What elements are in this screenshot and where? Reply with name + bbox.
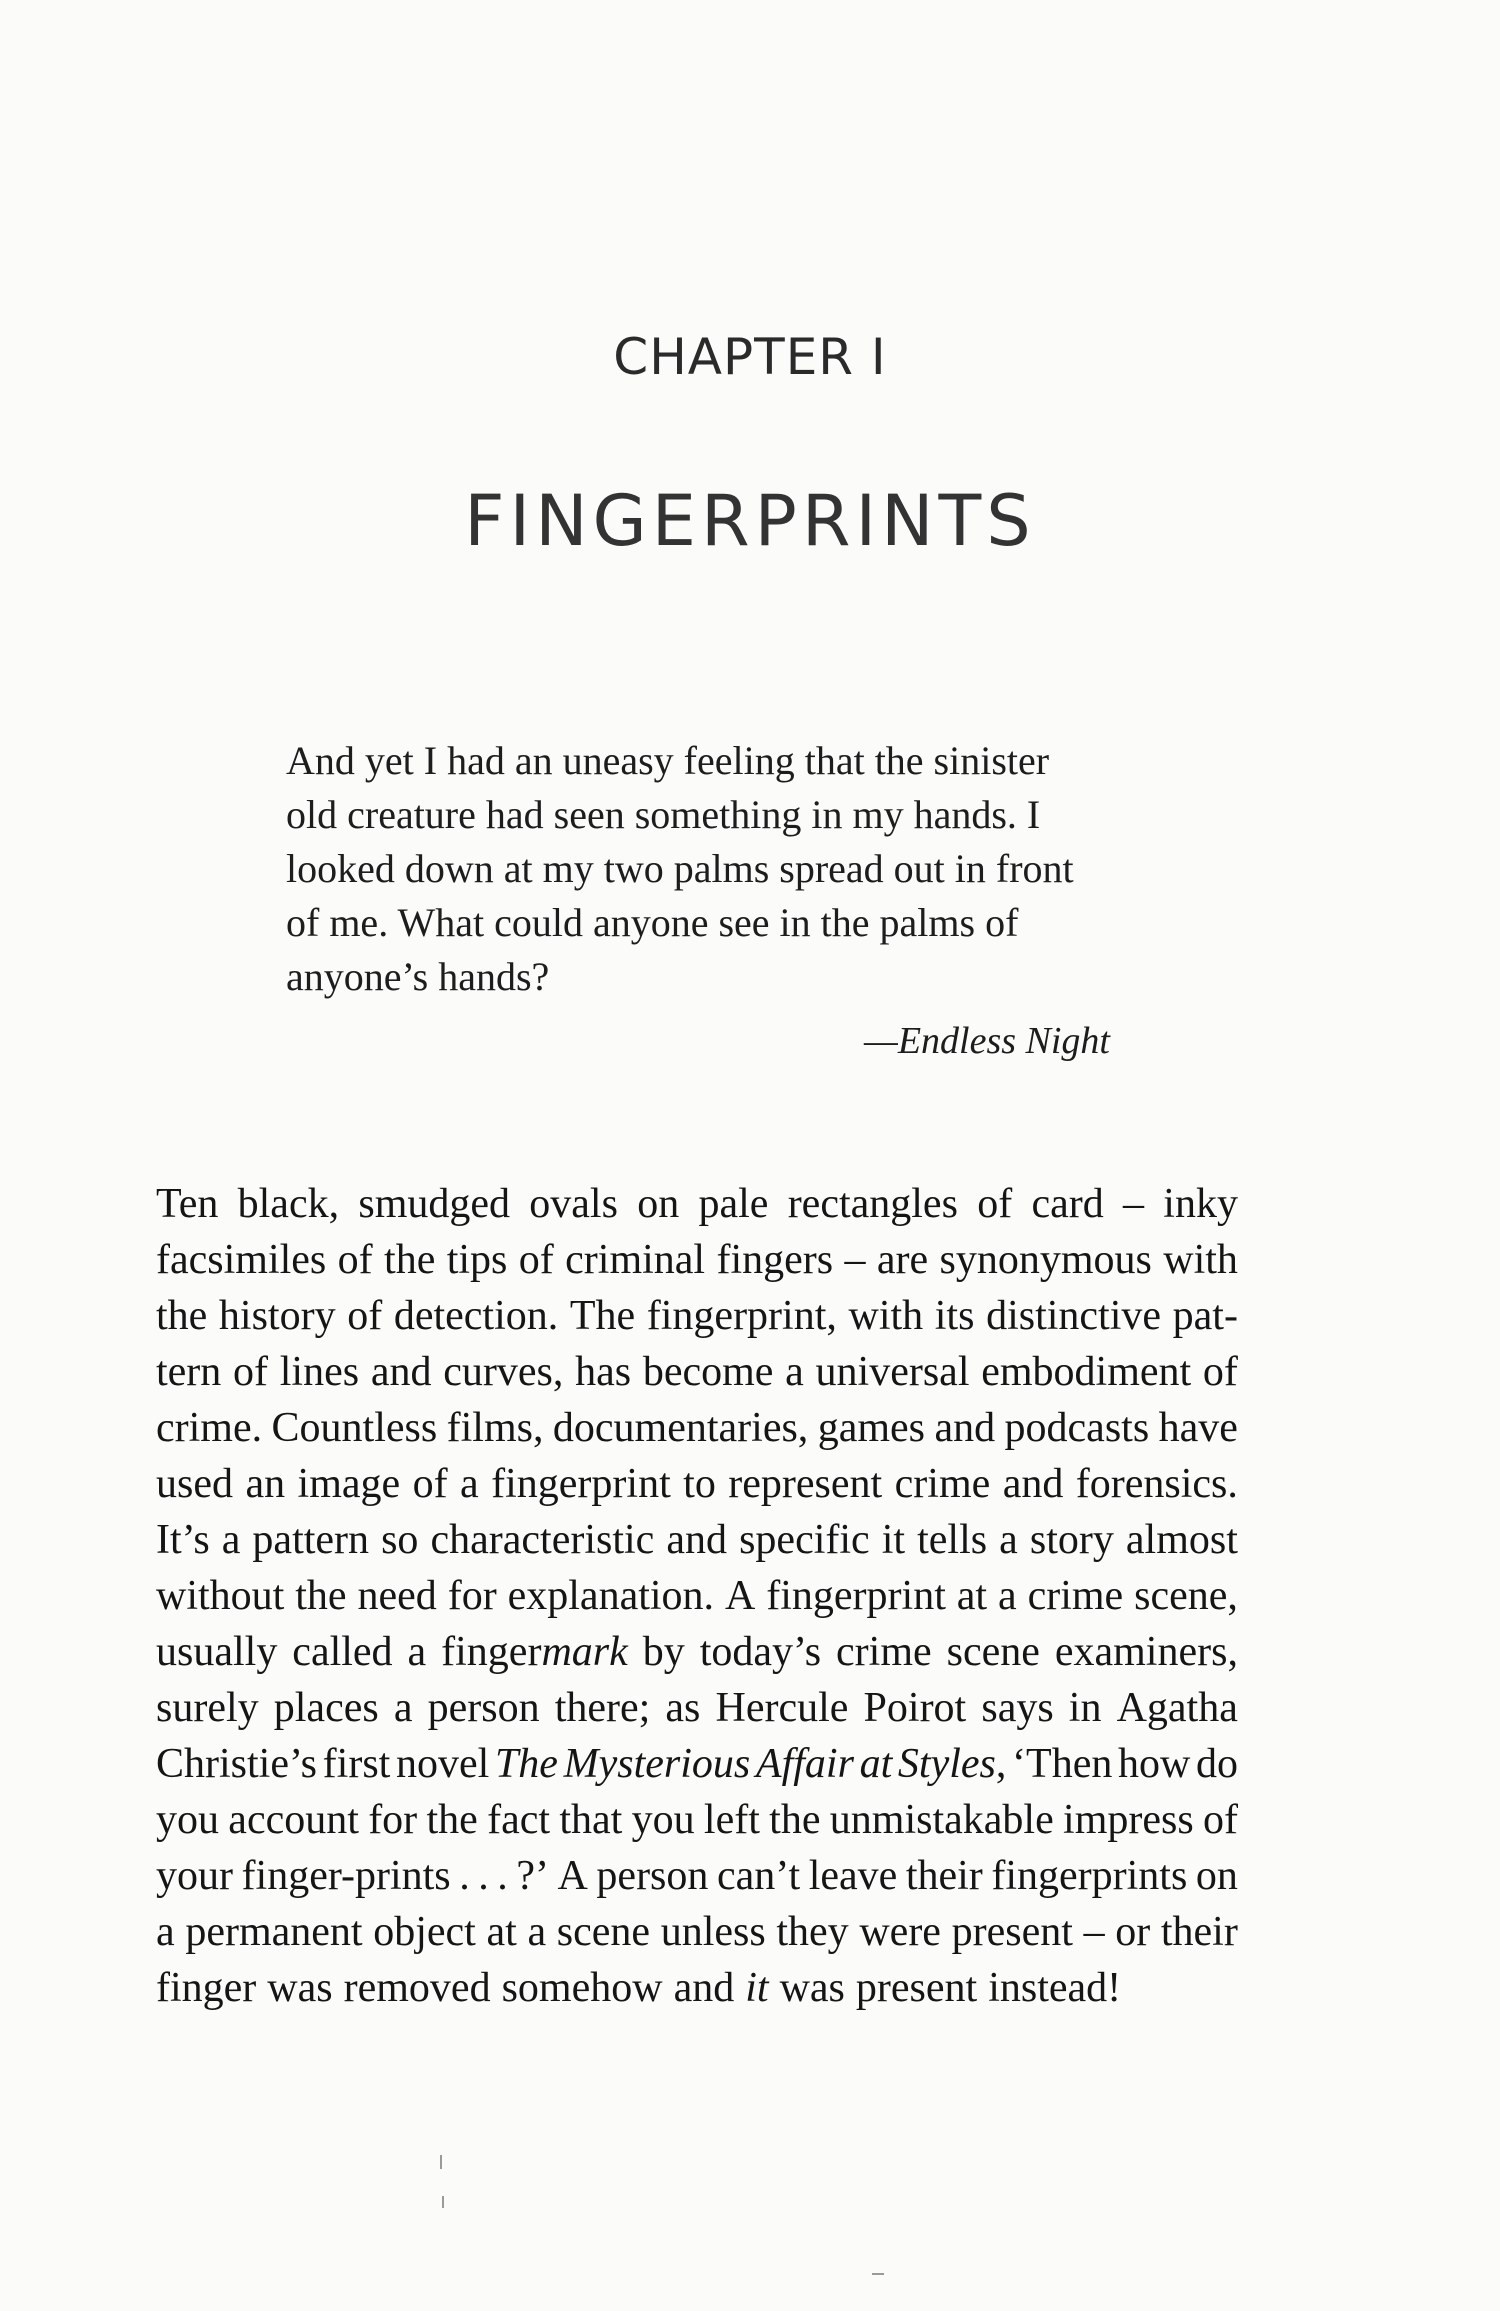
word: how (1118, 1741, 1191, 1787)
word: embodiment (981, 1349, 1192, 1395)
word: first (322, 1741, 391, 1787)
word: left (703, 1797, 760, 1843)
body-line (156, 1736, 1238, 1792)
word: facsimiles (156, 1237, 327, 1283)
word: Affair (755, 1741, 854, 1787)
word: somehow (501, 1965, 663, 2011)
body-line (156, 1904, 1238, 1960)
word: specific (739, 1517, 870, 1563)
word: there; (554, 1685, 651, 1731)
word: podcasts (1004, 1405, 1150, 1451)
word: fingerprint (766, 1573, 946, 1619)
word: in (1068, 1685, 1102, 1731)
word: and (1002, 1461, 1064, 1507)
word: a (407, 1629, 427, 1675)
word: and (673, 1965, 735, 2011)
word: card (1031, 1181, 1104, 1227)
epigraph-line: And yet I had an uneasy feeling that the sinister (286, 738, 1050, 783)
word: usually (156, 1629, 278, 1675)
word: the (384, 1237, 436, 1283)
word: with (848, 1293, 924, 1339)
word: the (156, 1293, 208, 1339)
word: Styles, (897, 1741, 1007, 1787)
body-line (156, 1176, 1238, 1232)
word: Countless (271, 1405, 438, 1451)
word: it (745, 1965, 769, 2011)
word: at (859, 1741, 893, 1787)
word: that (559, 1797, 623, 1843)
body-line (156, 1400, 1238, 1456)
word: Christie’s (156, 1741, 318, 1787)
word: impress (1063, 1797, 1194, 1843)
word: to (683, 1461, 716, 1507)
word: characteristic (430, 1517, 655, 1563)
body-line (156, 1232, 1238, 1288)
word: documentaries, (552, 1405, 809, 1451)
body-line (156, 1624, 1238, 1680)
word: of (977, 1181, 1013, 1227)
word: without (156, 1573, 285, 1619)
word: their (1160, 1909, 1238, 1955)
word: at (486, 1909, 517, 1955)
word: a (460, 1461, 479, 1507)
word: so (381, 1517, 419, 1563)
body-line (156, 1512, 1238, 1568)
word: story (1029, 1517, 1114, 1563)
word: fingerprints (991, 1853, 1188, 1899)
word: and (370, 1349, 432, 1395)
word: scene (946, 1629, 1040, 1675)
word: the (295, 1573, 347, 1619)
word: of (412, 1461, 448, 1507)
body-line (156, 1456, 1238, 1512)
word: crime. (156, 1405, 263, 1451)
word: of (347, 1293, 383, 1339)
word: and (934, 1405, 996, 1451)
word: surely (156, 1685, 259, 1731)
word: games (817, 1405, 926, 1451)
word: detection. (393, 1293, 559, 1339)
word: almost (1125, 1517, 1238, 1563)
word: become (642, 1349, 774, 1395)
word: tern (156, 1349, 222, 1395)
word: image (297, 1461, 401, 1507)
word: the (769, 1797, 821, 1843)
word: a (393, 1685, 413, 1731)
word: unless (660, 1909, 766, 1955)
word: were (859, 1909, 941, 1955)
word: it (881, 1517, 906, 1563)
word: are (876, 1237, 929, 1283)
scan-mark (872, 2273, 884, 2275)
word: fact (487, 1797, 551, 1843)
word: used (156, 1461, 233, 1507)
word: crime (894, 1461, 991, 1507)
word: as (665, 1685, 701, 1731)
word: by (642, 1629, 685, 1675)
word: on (637, 1181, 680, 1227)
word: called (292, 1629, 393, 1675)
epigraph-line: old creature had seen something in my hands. I (286, 792, 1041, 837)
word: account (228, 1797, 359, 1843)
word: person (427, 1685, 540, 1731)
word: its (934, 1293, 975, 1339)
body-line (156, 1568, 1238, 1624)
word: for (447, 1573, 497, 1619)
word: a (156, 1909, 175, 1955)
word: rectangles (787, 1181, 958, 1227)
body-paragraph (156, 1176, 1238, 2016)
scan-mark (442, 2196, 444, 2208)
word: of (518, 1237, 554, 1283)
word: ‘Then (1012, 1741, 1113, 1787)
word: – (1123, 1181, 1145, 1227)
word: smudged (358, 1181, 511, 1227)
word: was (779, 1965, 845, 2011)
word: crime (836, 1629, 932, 1675)
word: fingerprint (491, 1461, 671, 1507)
word: curves, (443, 1349, 564, 1395)
word: at (956, 1573, 988, 1619)
word: pat- (1172, 1293, 1238, 1339)
chapter-title: FINGERPRINTS (464, 480, 1036, 562)
word: a (998, 1573, 1017, 1619)
word: ?’ (516, 1853, 549, 1899)
word: It’s (156, 1517, 210, 1563)
word: forensics. (1075, 1461, 1238, 1507)
word: The (569, 1293, 636, 1339)
word: permanent (185, 1909, 363, 1955)
word: represent (728, 1461, 883, 1507)
word: a (785, 1349, 804, 1395)
word: Poirot (863, 1685, 967, 1731)
word: you (156, 1797, 219, 1843)
word: leave (808, 1853, 898, 1899)
word: explanation. (507, 1573, 715, 1619)
word: Ten (156, 1181, 219, 1227)
word: pale (698, 1181, 769, 1227)
word: The (494, 1741, 558, 1787)
word: of (1202, 1797, 1238, 1843)
word: scene (556, 1909, 651, 1955)
word: says (981, 1685, 1054, 1731)
word: present (951, 1909, 1073, 1955)
word: a (527, 1909, 547, 1955)
word: has (575, 1349, 632, 1395)
word: tells (917, 1517, 988, 1563)
word: removed (343, 1965, 491, 2011)
body-line (156, 1288, 1238, 1344)
word: fingermark (441, 1629, 628, 1675)
word: synonymous (939, 1237, 1152, 1283)
word: of (1202, 1349, 1238, 1395)
body-line (156, 1680, 1238, 1736)
word: you (631, 1797, 695, 1843)
word: an (245, 1461, 286, 1507)
word: object (373, 1909, 476, 1955)
word: ovals (529, 1181, 618, 1227)
body-line (156, 1848, 1238, 1904)
word: today’s (699, 1629, 822, 1675)
word: films, (446, 1405, 544, 1451)
word: for (368, 1797, 418, 1843)
epigraph-line: looked down at my two palms spread out in front (286, 846, 1074, 891)
epigraph-source: —Endless Night (864, 1020, 1110, 1062)
word: – (844, 1237, 866, 1283)
word: of (337, 1237, 373, 1283)
word: fingers (716, 1237, 834, 1283)
word: can’t (716, 1853, 801, 1899)
word: pattern (252, 1517, 370, 1563)
word: fingerprint, (646, 1293, 837, 1339)
word: a (999, 1517, 1018, 1563)
word: inky (1163, 1181, 1238, 1227)
word: finger (156, 1965, 257, 2011)
word: . (459, 1853, 470, 1899)
word: their (905, 1853, 983, 1899)
chapter-label: CHAPTER I (613, 328, 887, 386)
word: do (1196, 1741, 1238, 1787)
word: places (273, 1685, 379, 1731)
word: lines (279, 1349, 360, 1395)
word: scene, (1134, 1573, 1238, 1619)
epigraph-line: anyone’s hands? (286, 954, 550, 999)
word: and (666, 1517, 728, 1563)
word: person (596, 1853, 709, 1899)
word: instead! (988, 1965, 1122, 2011)
word: crime (1027, 1573, 1124, 1619)
word: black, (237, 1181, 340, 1227)
word: was (267, 1965, 333, 2011)
word: they (776, 1909, 849, 1955)
word: finger-prints (241, 1853, 451, 1899)
word: – (1083, 1909, 1105, 1955)
word: unmistakable (829, 1797, 1054, 1843)
word: . (497, 1853, 508, 1899)
epigraph-line: of me. What could anyone see in the palms of (286, 900, 1019, 945)
word: Hercule (715, 1685, 849, 1731)
body-line (156, 1344, 1238, 1400)
word: criminal (565, 1237, 706, 1283)
scan-mark (440, 2155, 442, 2169)
word: universal (815, 1349, 970, 1395)
word: Agatha (1116, 1685, 1238, 1731)
body-line (156, 1960, 1238, 2016)
word: Mysterious (563, 1741, 751, 1787)
word: or (1115, 1909, 1151, 1955)
word: of (233, 1349, 269, 1395)
word: with (1163, 1237, 1238, 1283)
word: distinctive (986, 1293, 1162, 1339)
word: need (357, 1573, 437, 1619)
word: examiners, (1054, 1629, 1238, 1675)
word: present (855, 1965, 978, 2011)
body-line (156, 1792, 1238, 1848)
word: your (156, 1853, 233, 1899)
word: novel (395, 1741, 490, 1787)
word: have (1158, 1405, 1238, 1451)
epigraph (286, 734, 1166, 1004)
word: the (426, 1797, 478, 1843)
word: history (218, 1293, 336, 1339)
word: A (557, 1853, 588, 1899)
word: on (1195, 1853, 1238, 1899)
word: A (724, 1573, 756, 1619)
word: tips (446, 1237, 508, 1283)
word: . (478, 1853, 489, 1899)
word: a (221, 1517, 241, 1563)
